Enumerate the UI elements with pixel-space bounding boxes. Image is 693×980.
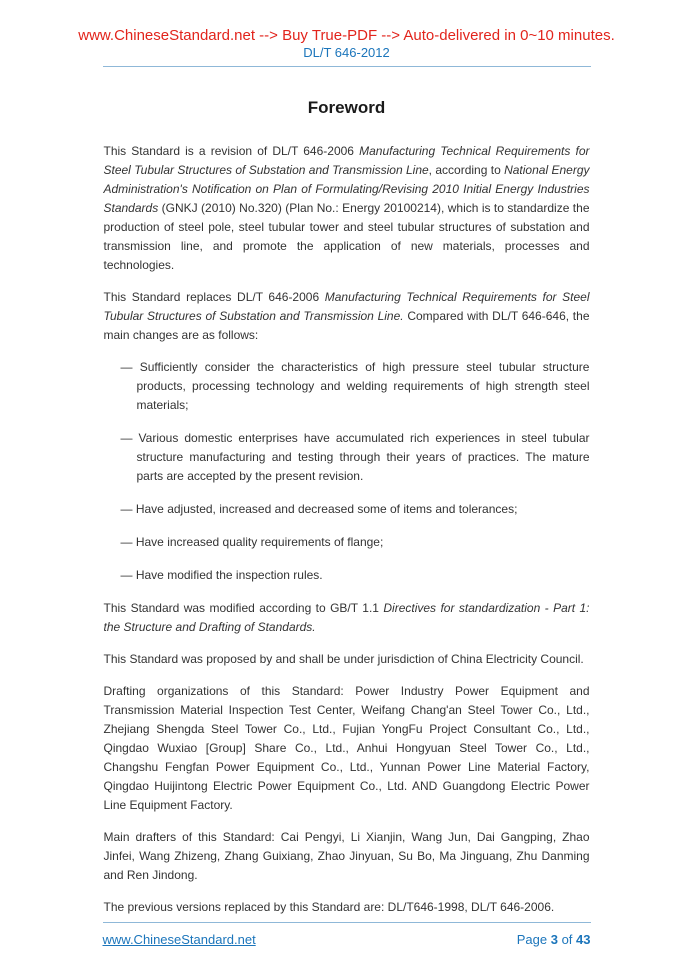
italic-text-run: Manufacturing Technical Requirements for Steel Tubular Structures of Substation and Transmission Line. xyxy=(103,290,590,323)
footer-row xyxy=(103,932,591,947)
bullet-item xyxy=(104,500,590,519)
bullet-dash: — xyxy=(120,568,136,582)
page-total-number: 43 xyxy=(576,932,591,947)
bullet-dash: — xyxy=(120,431,139,445)
paragraph xyxy=(104,682,590,815)
text-run: This Standard was proposed by and shall be under jurisdiction of China Electricity Council. xyxy=(103,652,584,666)
italic-text-run: Directives for standardization - Part 1: the Structure and Drafting of Standards. xyxy=(103,601,590,634)
text-run: Drafting organizations of this Standard: Power Industry Power Equipment and Transmission Material Inspection Test Center, Weifang Chang'an Steel Tower Co., Ltd., Zhejiang Shengda Steel Tower Co., Ltd., Fujian YongFu Project Consultant Co., Ltd., Qingdao Wuxiao [Group] Share Co., Ltd., Anhui Hongyuan Steel Tower Co., Ltd., Changshu Fengfan Power Equipment Co., Ltd., Yunnan Power Line Material Factory, Qingdao Huijintong Electric Power Equipment Co., Ltd. AND Guangdong Electric Power Line Equipment Factory. xyxy=(103,684,590,812)
bullet-dash: — xyxy=(120,535,136,549)
paragraph xyxy=(104,828,590,885)
text-run: Compared with DL/T 646-646, the main changes are as follows: xyxy=(103,309,590,342)
page-footer xyxy=(0,922,693,980)
bullet-item xyxy=(104,358,590,415)
header-divider xyxy=(103,66,591,67)
page-header xyxy=(0,0,693,67)
italic-text-run: Manufacturing Technical Requirements for Steel Tubular Structures of Substation and Transmission Line xyxy=(103,144,590,177)
footer-divider xyxy=(103,922,591,923)
page-indicator xyxy=(517,932,591,947)
text-run: Have adjusted, increased and decreased some of items and tolerances; xyxy=(135,502,518,516)
text-run: This Standard was modified according to GB/T 1.1 xyxy=(103,601,384,615)
text-run: Main drafters of this Standard: Cai Pengyi, Li Xianjin, Wang Jun, Dai Gangping, Zhao Jinfei, Wang Zhizeng, Zhang Guixiang, Zhao Jinyuan, Su Bo, Ma Jinguang, Zhu Danming and Ren Jindong. xyxy=(103,830,590,882)
text-run: This Standard is a revision of DL/T 646-2006 xyxy=(103,144,360,158)
bullet-item xyxy=(104,566,590,585)
bullet-dash: — xyxy=(120,360,140,374)
text-run: Various domestic enterprises have accumulated rich experiences in steel tubular structure manufacturing and testing through their years of practices. The mature parts are accepted by the present revision. xyxy=(136,431,590,483)
paragraph xyxy=(104,898,590,917)
page-current-number: 3 xyxy=(550,932,558,947)
paragraph xyxy=(104,599,590,637)
promo-banner: www.ChineseStandard.net --> Buy True-PDF --> Auto-delivered in 0~10 minutes. xyxy=(78,27,615,44)
bullet-item xyxy=(104,429,590,486)
text-run: This Standard replaces DL/T 646-2006 xyxy=(103,290,325,304)
text-run: , according to xyxy=(428,163,505,177)
paragraph xyxy=(104,142,590,275)
paragraph xyxy=(104,288,590,345)
text-run: Have modified the inspection rules. xyxy=(135,568,323,582)
standard-code: DL/T 646-2012 xyxy=(303,45,390,60)
bullet-dash: — xyxy=(120,502,136,516)
bullet-item xyxy=(104,533,590,552)
text-run: The previous versions replaced by this Standard are: DL/T646-1998, DL/T 646-2006. xyxy=(103,900,555,914)
text-run: Have increased quality requirements of flange; xyxy=(135,535,384,549)
page-word: Page xyxy=(516,932,548,947)
italic-text-run: National Energy Administration's Notification on Plan of Formulating/Revising 2010 Initial Energy Industries Standards xyxy=(103,163,590,215)
document-body xyxy=(104,142,590,917)
footer-site-link[interactable]: www.ChineseStandard.net xyxy=(102,932,256,947)
text-run: Sufficiently consider the characteristics of high pressure steel tubular structure products, processing technology and welding requirements of high strength steel materials; xyxy=(136,360,590,412)
page-of-word: of xyxy=(561,932,573,947)
text-run: (GNKJ (2010) No.320) (Plan No.: Energy 20100214), which is to standardize the production of steel pole, steel tubular tower and steel tubular structures of substation and transmission line, and promote the application of new materials, processes and technologies. xyxy=(103,201,590,272)
paragraph xyxy=(104,650,590,669)
page-title: Foreword xyxy=(307,98,386,117)
